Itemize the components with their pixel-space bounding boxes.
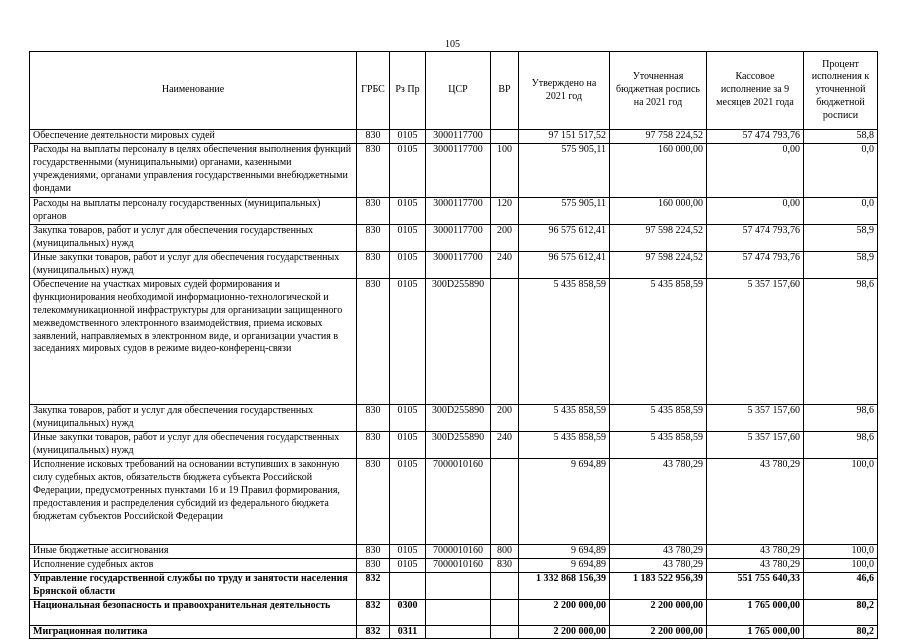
- cell-cash: 43 780,29: [707, 558, 804, 572]
- cell-approved: 1 332 868 156,39: [519, 572, 610, 599]
- cell-csr: 7000010160: [426, 558, 491, 572]
- cell-rzpr: 0105: [390, 404, 426, 431]
- cell-grbs: 830: [357, 544, 390, 558]
- cell-vr: [491, 572, 519, 599]
- cell-approved: 2 200 000,00: [519, 625, 610, 639]
- cell-vr: 800: [491, 544, 519, 558]
- cell-cash: 43 780,29: [707, 458, 804, 544]
- cell-percent: 80,2: [804, 599, 878, 625]
- cell-approved: 575 905,11: [519, 197, 610, 224]
- table-body: [30, 130, 878, 639]
- cell-vr: [491, 278, 519, 404]
- cell-percent: 46,6: [804, 572, 878, 599]
- table-row: [30, 404, 878, 431]
- cell-name: Миграционная политика: [30, 625, 357, 639]
- cell-grbs: 832: [357, 599, 390, 625]
- cell-grbs: 830: [357, 197, 390, 224]
- budget-execution-table: [29, 51, 878, 639]
- cell-rzpr: 0105: [390, 251, 426, 278]
- cell-name: Обеспечение деятельности мировых судей: [30, 130, 357, 144]
- cell-percent: 58,8: [804, 130, 878, 144]
- cell-percent: 98,6: [804, 431, 878, 458]
- cell-csr: 3000117700: [426, 130, 491, 144]
- cell-cash: 0,00: [707, 143, 804, 197]
- cell-cash: 1 765 000,00: [707, 625, 804, 639]
- cell-percent: 80,2: [804, 625, 878, 639]
- cell-percent: 98,6: [804, 278, 878, 404]
- cell-percent: 58,9: [804, 224, 878, 251]
- cell-vr: [491, 458, 519, 544]
- cell-clarified: 43 780,29: [610, 458, 707, 544]
- cell-approved: 2 200 000,00: [519, 599, 610, 625]
- cell-grbs: 830: [357, 251, 390, 278]
- cell-cash: 5 357 157,60: [707, 278, 804, 404]
- cell-approved: 575 905,11: [519, 143, 610, 197]
- cell-name: Расходы на выплаты персоналу государственных (муниципальных) органов: [30, 197, 357, 224]
- header-csr: ЦСР: [426, 52, 491, 130]
- table-row: [30, 431, 878, 458]
- cell-percent: 58,9: [804, 251, 878, 278]
- cell-grbs: 830: [357, 558, 390, 572]
- cell-csr: 300D255890: [426, 278, 491, 404]
- cell-approved: 5 435 858,59: [519, 404, 610, 431]
- cell-approved: 9 694,89: [519, 558, 610, 572]
- cell-vr: 830: [491, 558, 519, 572]
- cell-grbs: 830: [357, 130, 390, 144]
- cell-grbs: 830: [357, 431, 390, 458]
- cell-rzpr: 0311: [390, 625, 426, 639]
- cell-vr: 100: [491, 143, 519, 197]
- header-name: Наименование: [30, 52, 357, 130]
- cell-grbs: 830: [357, 278, 390, 404]
- cell-grbs: 830: [357, 458, 390, 544]
- table-header-row: [30, 52, 878, 130]
- cell-grbs: 830: [357, 143, 390, 197]
- cell-clarified: 97 598 224,52: [610, 224, 707, 251]
- cell-name: Обеспечение на участках мировых судей формирования и функционирования необходимой информационно-технологической и телекоммуникационной инфраструктуры для организации защищенного межведомственного электронного взаимодействия, приема исковых заявлений, направляемых в электронном виде, и организации участия в заседаниях мировых судов в режиме видео-конференц-связи: [30, 278, 357, 404]
- cell-vr: [491, 599, 519, 625]
- cell-name: Управление государственной службы по труду и занятости населения Брянской области: [30, 572, 357, 599]
- cell-percent: 100,0: [804, 458, 878, 544]
- cell-csr: 7000010160: [426, 544, 491, 558]
- cell-approved: 5 435 858,59: [519, 278, 610, 404]
- cell-name: Закупка товаров, работ и услуг для обеспечения государственных (муниципальных) нужд: [30, 404, 357, 431]
- cell-clarified: 1 183 522 956,39: [610, 572, 707, 599]
- cell-vr: 200: [491, 404, 519, 431]
- cell-clarified: 2 200 000,00: [610, 599, 707, 625]
- cell-vr: [491, 130, 519, 144]
- cell-approved: 96 575 612,41: [519, 251, 610, 278]
- cell-percent: 98,6: [804, 404, 878, 431]
- table-row: [30, 599, 878, 625]
- cell-clarified: 43 780,29: [610, 558, 707, 572]
- cell-rzpr: 0105: [390, 544, 426, 558]
- cell-grbs: 830: [357, 404, 390, 431]
- cell-csr: [426, 599, 491, 625]
- table-row: [30, 572, 878, 599]
- cell-rzpr: 0105: [390, 224, 426, 251]
- cell-approved: 97 151 517,52: [519, 130, 610, 144]
- cell-vr: 120: [491, 197, 519, 224]
- table-row: [30, 143, 878, 197]
- cell-cash: 57 474 793,76: [707, 224, 804, 251]
- cell-rzpr: 0105: [390, 130, 426, 144]
- cell-cash: 43 780,29: [707, 544, 804, 558]
- cell-cash: 5 357 157,60: [707, 431, 804, 458]
- header-cash: Кассовое исполнение за 9 месяцев 2021 года: [707, 52, 804, 130]
- cell-cash: 551 755 640,33: [707, 572, 804, 599]
- cell-vr: 240: [491, 431, 519, 458]
- cell-rzpr: 0105: [390, 458, 426, 544]
- cell-rzpr: 0300: [390, 599, 426, 625]
- cell-cash: 57 474 793,76: [707, 251, 804, 278]
- header-vr: ВР: [491, 52, 519, 130]
- cell-rzpr: 0105: [390, 197, 426, 224]
- cell-approved: 96 575 612,41: [519, 224, 610, 251]
- cell-approved: 9 694,89: [519, 458, 610, 544]
- cell-percent: 100,0: [804, 558, 878, 572]
- table-row: [30, 130, 878, 144]
- cell-grbs: 832: [357, 572, 390, 599]
- cell-vr: 240: [491, 251, 519, 278]
- cell-percent: 0,0: [804, 197, 878, 224]
- header-clarified: Уточненная бюджетная роспись на 2021 год: [610, 52, 707, 130]
- cell-clarified: 5 435 858,59: [610, 404, 707, 431]
- cell-csr: 3000117700: [426, 251, 491, 278]
- cell-rzpr: 0105: [390, 278, 426, 404]
- cell-clarified: 2 200 000,00: [610, 625, 707, 639]
- page-number: 105: [445, 39, 460, 50]
- cell-vr: 200: [491, 224, 519, 251]
- cell-name: Исполнение исковых требований на основании вступивших в законную силу судебных актов, обязательств бюджета субъекта Российской Федерации, предусмотренных пунктами 16 и 19 Правил формирования, предоставления и распределения субсидий из федерального бюджета бюджетам субъектов Российской Федерации: [30, 458, 357, 544]
- cell-csr: 300D255890: [426, 404, 491, 431]
- cell-grbs: 830: [357, 224, 390, 251]
- cell-rzpr: 0105: [390, 558, 426, 572]
- cell-vr: [491, 625, 519, 639]
- cell-cash: 1 765 000,00: [707, 599, 804, 625]
- cell-percent: 0,0: [804, 143, 878, 197]
- cell-csr: 3000117700: [426, 224, 491, 251]
- header-rzpr: Рз Пр: [390, 52, 426, 130]
- table-row: [30, 625, 878, 639]
- cell-csr: 3000117700: [426, 197, 491, 224]
- table-row: [30, 278, 878, 404]
- cell-rzpr: 0105: [390, 431, 426, 458]
- table-row: [30, 197, 878, 224]
- cell-clarified: 5 435 858,59: [610, 431, 707, 458]
- cell-clarified: 160 000,00: [610, 197, 707, 224]
- cell-approved: 9 694,89: [519, 544, 610, 558]
- cell-name: Национальная безопасность и правоохранительная деятельность: [30, 599, 357, 625]
- cell-cash: 0,00: [707, 197, 804, 224]
- table-row: [30, 224, 878, 251]
- header-grbs: ГРБС: [357, 52, 390, 130]
- header-approved: Утверждено на 2021 год: [519, 52, 610, 130]
- cell-clarified: 160 000,00: [610, 143, 707, 197]
- table-row: [30, 251, 878, 278]
- cell-name: Закупка товаров, работ и услуг для обеспечения государственных (муниципальных) нужд: [30, 224, 357, 251]
- cell-rzpr: 0105: [390, 143, 426, 197]
- cell-clarified: 5 435 858,59: [610, 278, 707, 404]
- cell-clarified: 97 598 224,52: [610, 251, 707, 278]
- cell-rzpr: [390, 572, 426, 599]
- cell-csr: 7000010160: [426, 458, 491, 544]
- table-row: [30, 458, 878, 544]
- cell-name: Расходы на выплаты персоналу в целях обеспечения выполнения функций государственными (муниципальными) органами, казенными учреждениями, органами управления государственными внебюджетными фондами: [30, 143, 357, 197]
- cell-clarified: 97 758 224,52: [610, 130, 707, 144]
- cell-cash: 57 474 793,76: [707, 130, 804, 144]
- cell-grbs: 832: [357, 625, 390, 639]
- cell-approved: 5 435 858,59: [519, 431, 610, 458]
- header-percent: Процент исполнения к уточненной бюджетной росписи: [804, 52, 878, 130]
- cell-name: Иные бюджетные ассигнования: [30, 544, 357, 558]
- cell-csr: [426, 572, 491, 599]
- cell-clarified: 43 780,29: [610, 544, 707, 558]
- cell-csr: 3000117700: [426, 143, 491, 197]
- table-row: [30, 544, 878, 558]
- table-row: [30, 558, 878, 572]
- cell-cash: 5 357 157,60: [707, 404, 804, 431]
- cell-name: Исполнение судебных актов: [30, 558, 357, 572]
- cell-name: Иные закупки товаров, работ и услуг для обеспечения государственных (муниципальных) нужд: [30, 251, 357, 278]
- cell-name: Иные закупки товаров, работ и услуг для обеспечения государственных (муниципальных) нужд: [30, 431, 357, 458]
- cell-csr: 300D255890: [426, 431, 491, 458]
- cell-percent: 100,0: [804, 544, 878, 558]
- cell-csr: [426, 625, 491, 639]
